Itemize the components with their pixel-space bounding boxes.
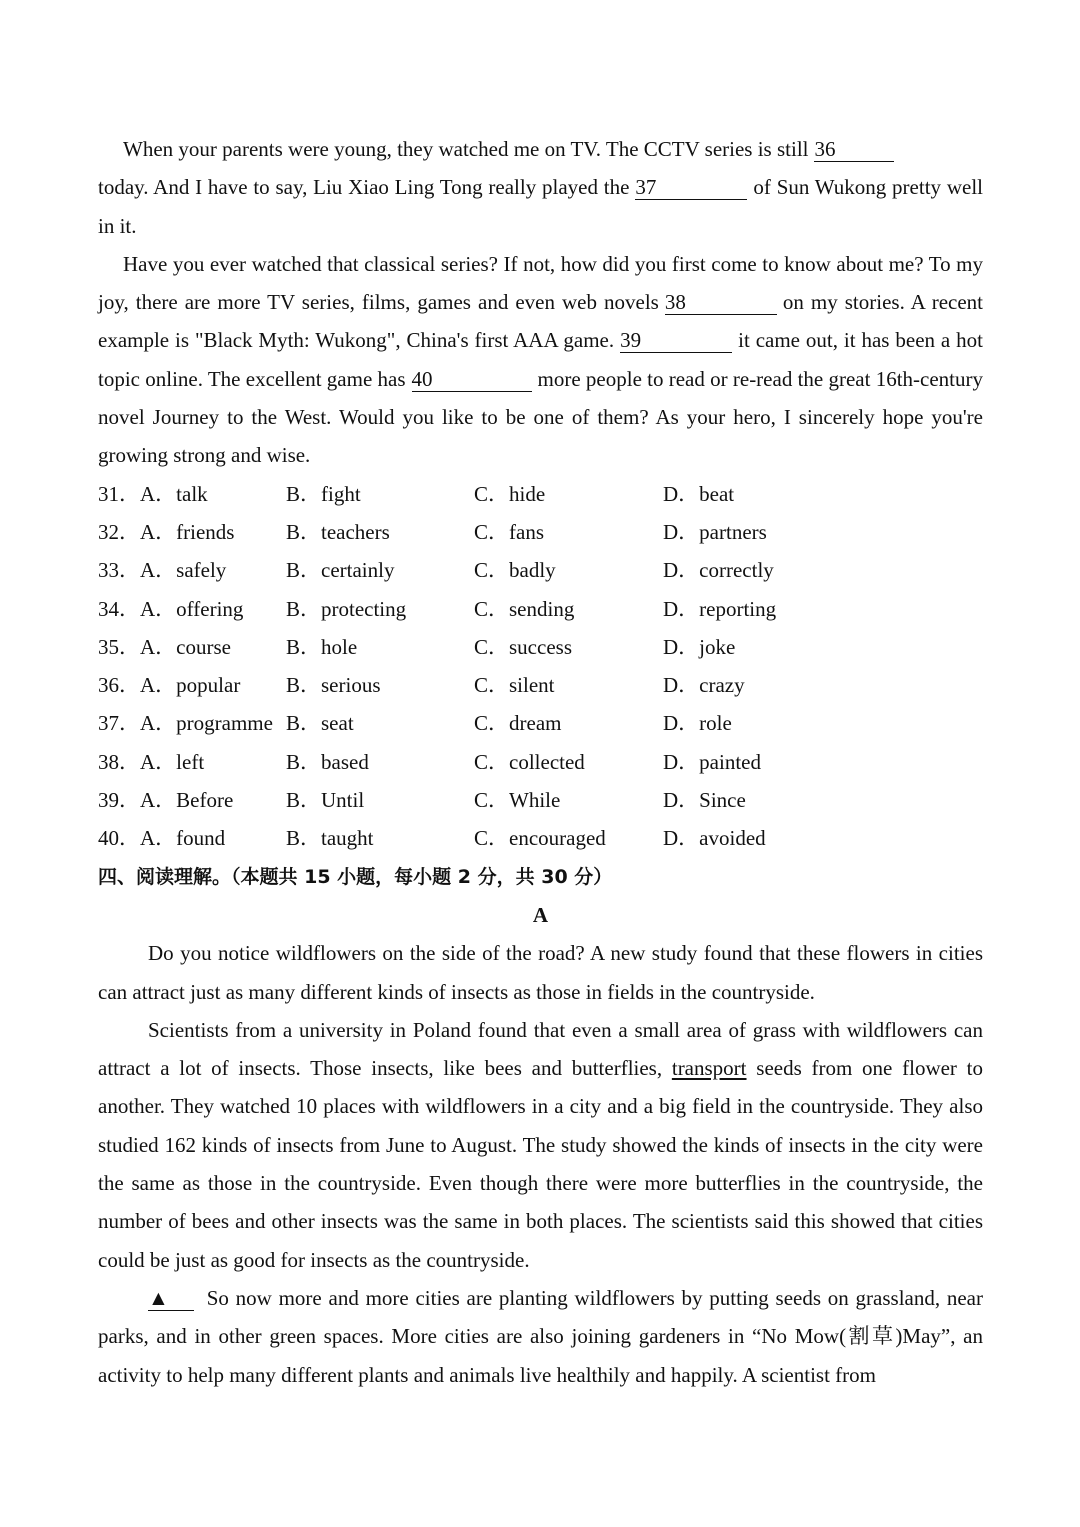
question-number: 33． <box>98 558 140 583</box>
option-row-40 <box>98 819 983 857</box>
option-row-39 <box>98 781 983 819</box>
option-b: B．based <box>286 749 369 774</box>
option-b: B．certainly <box>286 558 395 583</box>
option-c: C．badly <box>474 558 556 583</box>
option-b: B．taught <box>286 826 374 851</box>
text-segment: on my stories. A recent example is "Black Myth: Wukong", China's first AAA game. <box>98 290 983 353</box>
option-row-31 <box>98 475 983 513</box>
option-c: C．silent <box>474 673 555 698</box>
option-a: A．friends <box>140 519 235 544</box>
question-number: 31． <box>98 481 140 506</box>
options-list <box>98 475 983 858</box>
option-b: B．Until <box>286 788 365 813</box>
option-a: A．programme <box>140 711 273 736</box>
text-segment: today. And I have to say, Liu Xiao Ling Tong really played the <box>98 175 630 200</box>
option-a: A．Before <box>140 788 234 813</box>
text-segment: When your parents were young, they watched me on TV. The CCTV series is still <box>123 137 809 161</box>
option-a: A．talk <box>140 481 208 506</box>
option-a: A．found <box>140 826 226 851</box>
text-segment: more people to read or re-read the great 16th-century novel Journey to the West. Would you like to be one of them? As your hero, I sincerely hope you're growing strong and wise. <box>98 366 984 468</box>
option-a: A．safely <box>140 558 227 583</box>
option-row-35 <box>98 628 983 666</box>
answer-blank-marker: ▲ <box>148 1286 194 1311</box>
option-d: D．partners <box>663 519 767 544</box>
option-c: C．success <box>474 634 572 659</box>
underlined-word: transport <box>671 1056 747 1081</box>
option-b: B．hole <box>286 634 358 659</box>
cloze-paragraph-2 <box>98 245 983 475</box>
blank-36: 36 <box>814 137 894 162</box>
option-row-38 <box>98 743 983 781</box>
option-d: D．crazy <box>663 673 745 698</box>
reading-paragraph-3 <box>98 1279 983 1394</box>
option-c: C．encouraged <box>474 826 606 851</box>
text-segment: So now more and more cities are planting wildflowers by putting seeds on grassland, near parks, and in other green spaces. More cities are also joining gardeners in “No Mow(割草)May”, an activity to help many different plants and animals live healthily and happily. A scientist from <box>98 1285 983 1387</box>
option-c: C．While <box>474 788 561 813</box>
text-segment: of Sun Wukong pretty well in it. <box>98 175 983 238</box>
option-row-36 <box>98 666 983 704</box>
blank-38: 38 <box>665 290 777 315</box>
document-page <box>98 130 983 1394</box>
option-d: D．avoided <box>663 826 766 851</box>
option-c: C．sending <box>474 596 575 621</box>
reading-paragraph-2 <box>98 1011 983 1279</box>
cloze-paragraph-1 <box>98 130 983 245</box>
question-number: 39． <box>98 788 140 813</box>
section-heading: 四、阅读理解。（本题共 15 小题，每小题 2 分，共 30 分） <box>98 865 613 888</box>
text-segment: Have you ever watched that classical series? If not, how did you first come to know about me? To my joy, there are more TV series, films, games and even web novels <box>98 251 983 315</box>
option-row-37 <box>98 704 983 742</box>
option-c: C．hide <box>474 481 546 506</box>
question-number: 32． <box>98 519 140 544</box>
reading-paragraph-1: Do you notice wildflowers on the side of the road? A new study found that these flowers in cities can attract just as many different kinds of insects as those in fields in the countryside. <box>98 941 983 1004</box>
option-c: C．collected <box>474 749 585 774</box>
question-number: 38． <box>98 749 140 774</box>
option-row-33 <box>98 551 983 589</box>
question-number: 37． <box>98 711 140 736</box>
option-b: B．teachers <box>286 519 390 544</box>
passage-label: A <box>532 902 549 927</box>
option-a: A．course <box>140 634 231 659</box>
question-number: 40． <box>98 826 140 851</box>
option-d: D．painted <box>663 749 761 774</box>
blank-39: 39 <box>620 328 732 353</box>
option-d: D．role <box>663 711 732 736</box>
option-d: D．joke <box>663 634 736 659</box>
option-a: A．popular <box>140 673 241 698</box>
question-number: 35． <box>98 634 140 659</box>
option-row-32 <box>98 513 983 551</box>
option-a: A．left <box>140 749 205 774</box>
blank-40: 40 <box>412 367 532 392</box>
option-d: D．beat <box>663 481 735 506</box>
option-d: D．Since <box>663 788 746 813</box>
option-d: D．reporting <box>663 596 777 621</box>
option-a: A．offering <box>140 596 244 621</box>
option-b: B．seat <box>286 711 354 736</box>
blank-37: 37 <box>635 175 747 200</box>
option-b: B．protecting <box>286 596 407 621</box>
option-row-34 <box>98 590 983 628</box>
question-number: 34． <box>98 596 140 621</box>
option-b: B．serious <box>286 673 381 698</box>
text-segment: it came out, it has been a hot topic online. The excellent game has <box>98 328 983 391</box>
option-d: D．correctly <box>663 558 774 583</box>
text-segment: seeds from one flower to another. They watched 10 places with wildflowers in a city and a big field in the countryside. They also studied 162 kinds of insects from June to August. The study showed the kinds of insects in the city were the same as those in the countryside. Even though there were more butterflies in the countryside, the number of bees and other insects was the same in both places. The scientists said this showed that cities could be just as good for insects as the countryside. <box>98 1056 983 1272</box>
text-segment: Scientists from a university in Poland found that even a small area of grass with wildflowers can attract a lot of insects. Those insects, like bees and butterflies, <box>98 1017 983 1081</box>
option-c: C．dream <box>474 711 562 736</box>
option-c: C．fans <box>474 519 544 544</box>
option-b: B．fight <box>286 481 361 506</box>
question-number: 36． <box>98 673 140 698</box>
